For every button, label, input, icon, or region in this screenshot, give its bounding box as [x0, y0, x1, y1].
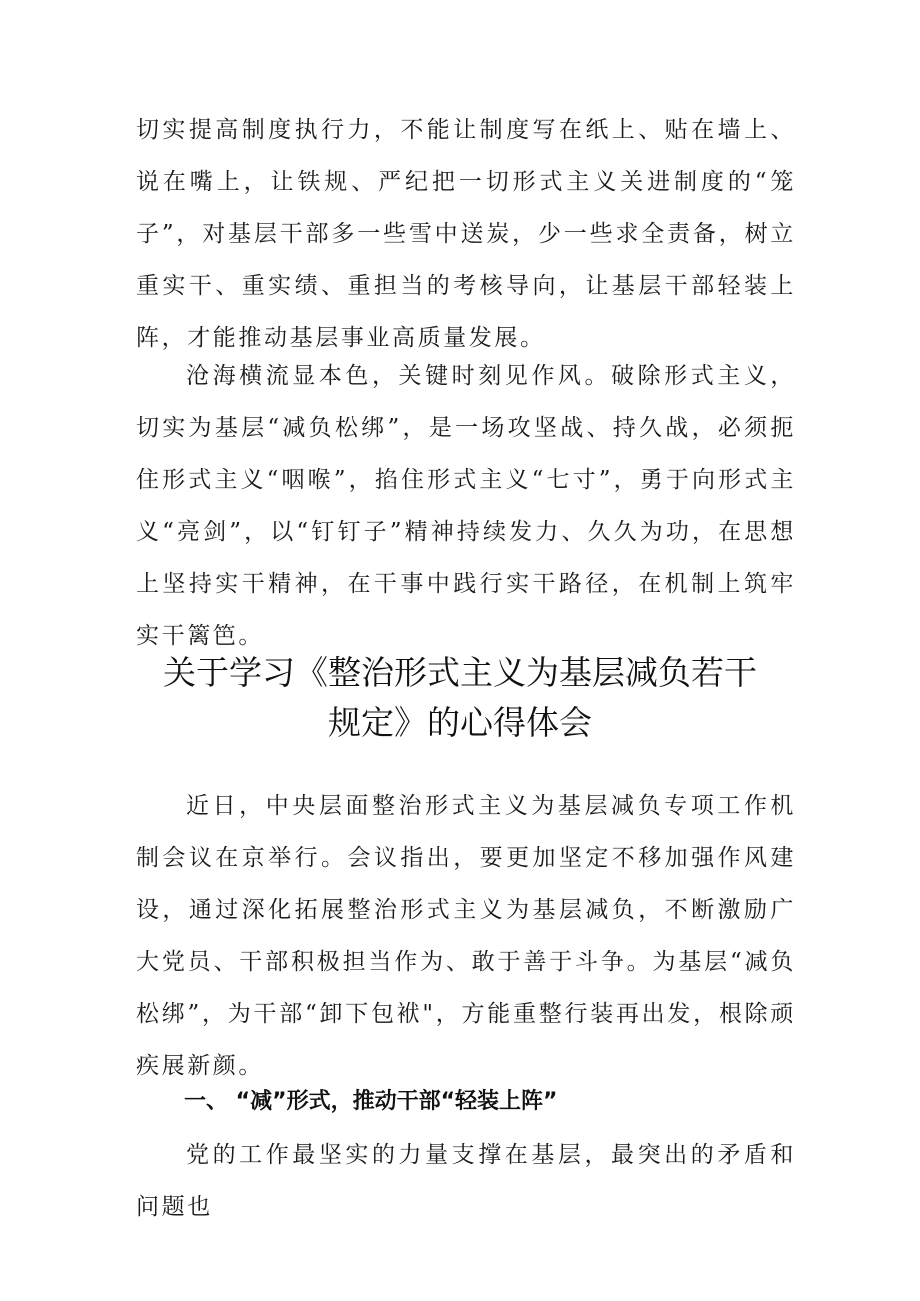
- article-title: [120, 648, 800, 748]
- article-title-line-1: 关于学习《整治形式主义为基层减负若干: [163, 653, 757, 692]
- section-1-heading: 一、 “减”形式，推动干部“轻装上阵”: [184, 1089, 558, 1114]
- body-paragraph-work-style: 沧海横流显本色，关键时刻见作风。破除形式主义，切实为基层“减负松绑”，是一场攻坚战、持久战，必须扼住形式主义“咽喉”，掐住形式主义“七寸”，勇于向形式主义“亮剑”，以“钉钉子”精神持续发力、久久为功，在思想上坚持实干精神，在干事中践行实干路径，在机制上筑牢实干篱笆。: [136, 363, 796, 649]
- article-title-line-2: 规定》的心得体会: [328, 703, 592, 742]
- section-1-paragraph: 党的工作最坚实的力量支撑在基层，最突出的矛盾和问题也: [136, 1142, 796, 1220]
- body-paragraph-continued: 切实提高制度执行力，不能让制度写在纸上、贴在墙上、说在嘴上，让铁规、严纪把一切形式主义关进制度的“笼子”，对基层干部多一些雪中送炭，少一些求全责备，树立重实干、重实绩、重担当的考核导向，让基层干部轻装上阵，才能推动基层事业高质量发展。: [136, 117, 796, 351]
- intro-paragraph: 近日，中央层面整治形式主义为基层减负专项工作机制会议在京举行。会议指出，要更加坚定不移加强作风建设，通过深化拓展整治形式主义为基层减负，不断激励广大党员、干部积极担当作为、敢于善于斗争。为基层“减负松绑”，为干部“卸下包袱"，方能重整行装再出发，根除顽疾展新颜。: [136, 793, 796, 1079]
